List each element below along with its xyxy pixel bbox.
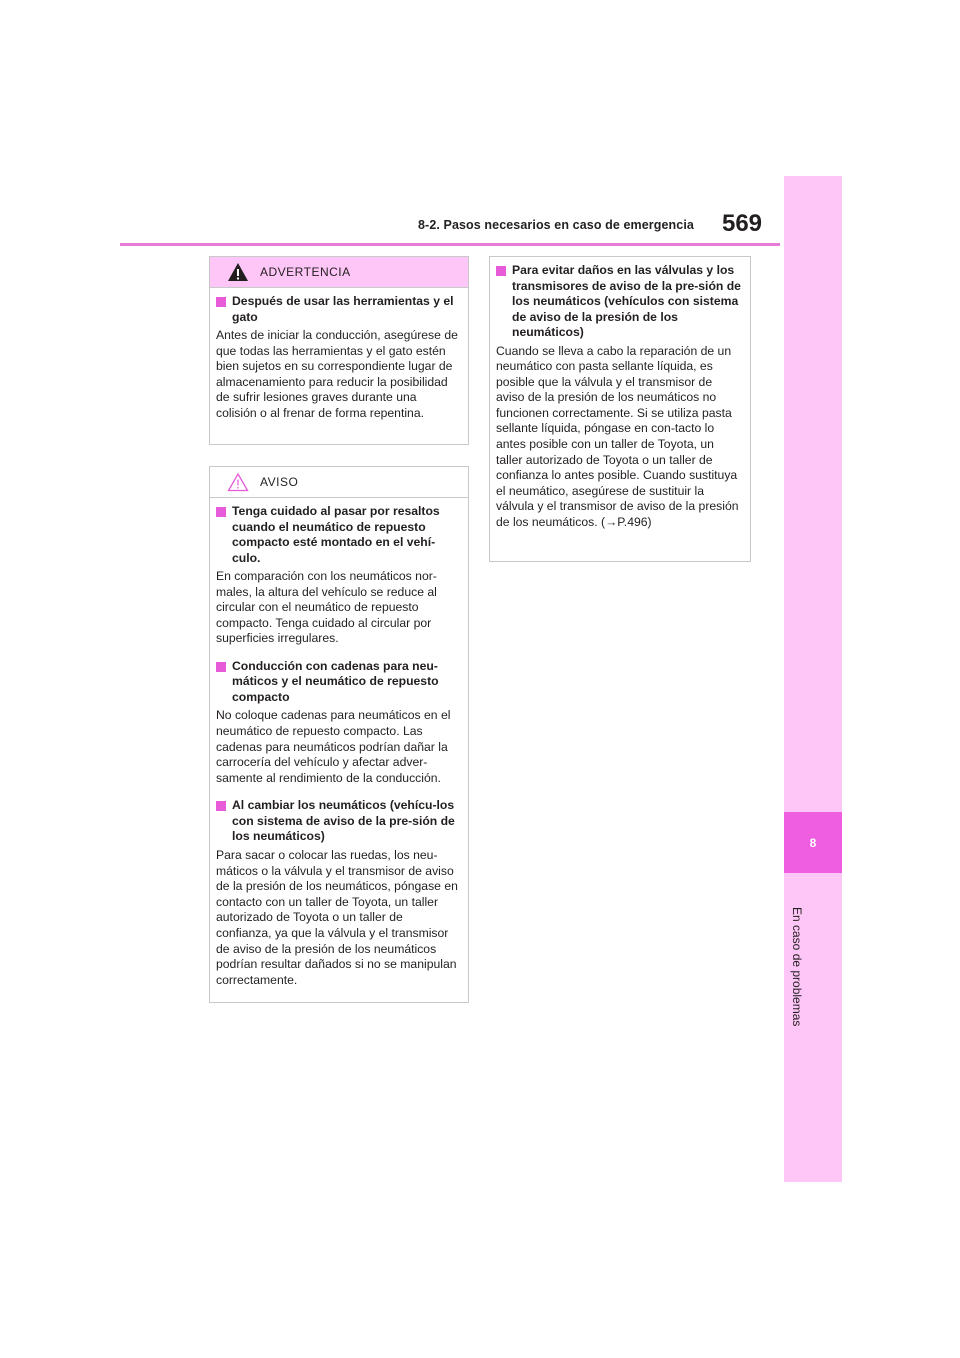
warning-item-body: Antes de iniciar la conducción, asegúrese de que todas las herramientas y el gato estén bien sujetos en su correspondiente lugar de almacenamiento para reducir la posibilidad de sufrir lesiones graves durante una colisión o al frenar de forma repentina. <box>216 328 458 420</box>
caution-item <box>216 659 460 786</box>
square-bullet-icon <box>216 297 226 307</box>
caution-item-body: Para sacar o colocar las ruedas, los neu-máticos o la válvula y el transmisor de aviso de la presión de los neumáticos, póngase en contacto con un taller de Toyota, un taller autorizado de Toyota o un taller de confianza, ya que la válvula y el transmisor de aviso de la presión de los neumáticos podrían resultar dañados si no se manipulan correctamente. <box>216 847 458 987</box>
page-number: 569 <box>721 210 763 237</box>
caution-box-header <box>210 467 468 498</box>
caution-item-body: En comparación con los neumáticos nor-males, la altura del vehículo se reduce al circular con el neumático de repuesto compacto. Tenga cuidado al circular por superficies irregulares. <box>216 569 437 646</box>
square-bullet-icon <box>216 662 226 672</box>
warning-box-label: ADVERTENCIA <box>260 265 351 279</box>
caution-box-continued <box>489 256 751 562</box>
warning-item <box>216 294 460 422</box>
header-rule <box>120 243 780 246</box>
caution-item-title: Para evitar daños en las válvulas y los transmisores de aviso de la pre-sión de los neumáticos (vehículos con sistema de aviso de la presión de los neumáticos) <box>512 263 741 339</box>
warning-item-title: Después de usar las herramientas y el gato <box>232 294 454 324</box>
square-bullet-icon <box>216 507 226 517</box>
warning-box-header <box>210 257 468 288</box>
square-bullet-icon <box>496 266 506 276</box>
section-header: 8-2. Pasos necesarios en caso de emergencia <box>418 218 694 232</box>
caution-item-title: Al cambiar los neumáticos (vehícu-los con sistema de aviso de la pre-sión de los neumáticos) <box>232 798 455 844</box>
caution-item-body: No coloque cadenas para neumáticos en el neumático de repuesto compacto. Las cadenas para neumáticos podrían dañar la carrocería del vehículo y afectar adver-samente al rendimiento de la conducción. <box>216 708 451 785</box>
chapter-title: En caso de problemas <box>790 907 804 1027</box>
caution-box-label: AVISO <box>260 475 299 489</box>
caution-item <box>216 504 460 647</box>
caution-box <box>209 466 469 1003</box>
chapter-number: 8 <box>784 812 842 873</box>
caution-item <box>496 263 742 531</box>
chapter-side-tab <box>784 176 842 1182</box>
caution-triangle-outline-icon <box>227 472 249 492</box>
warning-triangle-filled-icon <box>227 262 249 282</box>
caution-item-body: Cuando se lleva a cabo la reparación de un neumático con pasta sellante líquida, es posible que la válvula y el transmisor de aviso de la presión de los neumáticos no funcionen correctamente. Si se utiliza pasta sellante líquida, póngase en con-tacto lo antes posible con un taller de Toyota, un taller autorizado de Toyota o un taller de confianza lo antes posible. Cuando sustituya el neumático, asegúrese de sustituir la válvula y el transmisor de aviso de la presión de los neumáticos. (→P.496) <box>496 343 739 530</box>
caution-item <box>216 798 460 988</box>
square-bullet-icon <box>216 801 226 811</box>
warning-box <box>209 256 469 445</box>
caution-item-title: Conducción con cadenas para neu-máticos y el neumático de repuesto compacto <box>232 658 439 704</box>
caution-item-title: Tenga cuidado al pasar por resaltos cuando el neumático de repuesto compacto esté montado en el vehí-culo. <box>232 504 440 565</box>
